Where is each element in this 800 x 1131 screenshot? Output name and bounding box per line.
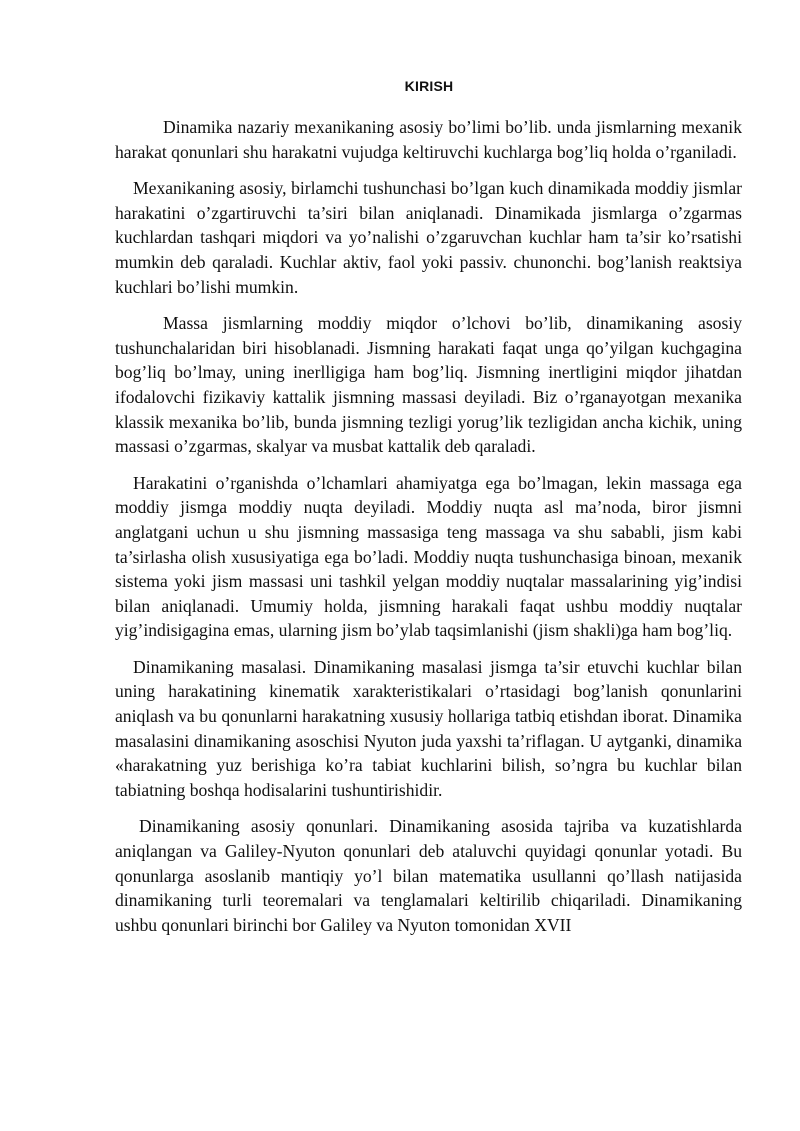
body-text bbox=[115, 115, 742, 937]
paragraph-3: Massa jismlarning moddiy miqdor o’lchovi bo’lib, dinamikaning asosiy tushunchalaridan biri hisoblanadi. Jismning harakati faqat unga qo’yilgan kuchgagina bog’liq bo’lmay, uning inerlligiga ham bog’liq. Jismning inertligini miqdor jihatdan ifodalovchi fizikaviy kattalik jismning massasi deyiladi. Biz o’rganayotgan mexanika klassik mexanika bo’lib, bunda jismning tezligi yorug’lik tezligidan ancha kichik, uning massasi o’zgarmas, skalyar va musbat kattalik deb qaraladi. bbox=[115, 313, 742, 457]
page-title: KIRISH bbox=[404, 78, 454, 94]
paragraph-2: Mexanikaning asosiy, birlamchi tushunchasi bo’lgan kuch dinamikada moddiy jismlar harakatini o’zgartiruvchi ta’siri bilan aniqlanadi. Dinamikada jismlarga o’zgarmas kuchlardan tashqari miqdori va yo’nalishi o’zgaruvchan kuchlar ham ta’sir ko’rsatishi mumkin deb qaraladi. Kuchlar aktiv, faol yoki passiv. chunonchi. bog’lanish reaktsiya kuchlari bo’lishi mumkin. bbox=[115, 178, 742, 297]
paragraph-1: Dinamika nazariy mexanikaning asosiy bo’limi bo’lib. unda jismlarning mexanik harakat qonunlari shu harakatni vujudga keltiruvchi kuchlarga bog’liq holda o’rganiladi. bbox=[115, 117, 742, 162]
paragraph-5: Dinamikaning masalasi. Dinamikaning masalasi jismga ta’sir etuvchi kuchlar bilan uning harakatining kinematik xarakteristikalari o’rtasidagi bog’lanish qonunlarini aniqlash va bu qonunlarni harakatning xususiy hollariga tatbiq etishdan iborat. Dinamika masalasini dinamikaning asoschisi Nyuton juda yaxshi ta’riflagan. U aytganki, dinamika «harakatning yuz berishiga ko’ra tabiat kuchlarini bilish, so’ngra bu kuchlar bilan tabiatning boshqa hodisalarini tushuntirishidir. bbox=[115, 656, 742, 800]
paragraph-4: Harakatini o’rganishda o’lchamlari ahamiyatga ega bo’lmagan, lekin massaga ega moddiy jismga moddiy nuqta deyiladi. Moddiy nuqta asl ma’noda, biror jismni anglatgani uchun u shu jismning massasiga teng massaga va shu sababli, jism kabi ta’sirlasha olish xususiyatiga ega bo’ladi. Moddiy nuqta tushunchasiga binoan, mexanik sistema yoki jism massasi uni tashkil yelgan moddiy nuqtalar massalarining yig’indisi bilan aniqlanadi. Umumiy holda, jismning harakali faqat ushbu moddiy nuqtalar yig’indisigagina emas, ularning jism bo’ylab taqsimlanishi (jism shakli)ga ham bog’liq. bbox=[115, 472, 742, 641]
paragraph-6: Dinamikaning asosiy qonunlari. Dinamikaning asosida tajriba va kuzatishlarda aniqlangan va Galiley-Nyuton qonunlari deb ataluvchi quyidagi qonunlar yotadi. Bu qonunlarga asoslanib mantiqiy yo’l bilan matematika usullanni qo’llash natijasida dinamikaning turli teoremalari va tenglamalari keltirilib chiqariladi. Dinamikaning ushbu qonunlari birinchi bor Galiley va Nyuton tomonidan XVII bbox=[115, 816, 742, 935]
